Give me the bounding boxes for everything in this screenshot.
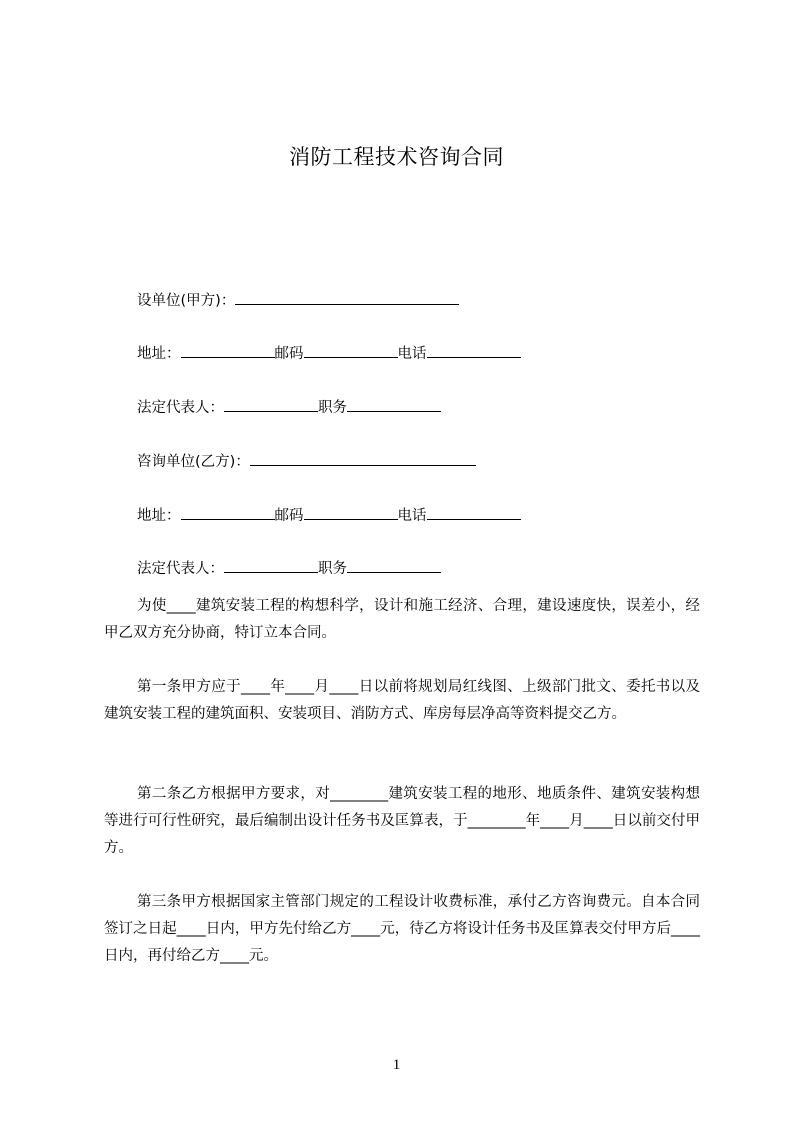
party-a-unit-blank (235, 291, 459, 305)
party-b-rep-label: 法定代表人： (137, 561, 224, 577)
party-a-contact-field (137, 344, 521, 364)
party-a-position-label: 职务 (318, 400, 347, 416)
party-b-postcode-label: 邮码 (274, 508, 304, 524)
party-b-phone-blank (427, 506, 521, 520)
party-b-postcode-blank (304, 506, 398, 520)
party-a-address-blank (181, 344, 275, 358)
party-a-position-blank (347, 398, 441, 412)
party-a-unit-field (137, 291, 459, 311)
document-title: 消防工程技术咨询合同 (289, 145, 504, 169)
party-b-position-label: 职务 (318, 561, 347, 577)
party-b-phone-label: 电话 (397, 508, 427, 524)
article-1-paragraph: 第一条甲方应于____年____月____日以前将规划局红线图、上级部门批文、委托书以及建筑安装工程的建筑面积、安装项目、消防方式、库房每层净高等资料提交乙方。 (104, 679, 700, 722)
party-b-unit-field (137, 452, 476, 472)
party-a-rep-label: 法定代表人： (137, 400, 224, 416)
party-b-address-label: 地址： (137, 508, 181, 524)
page-number: 1 (392, 1057, 401, 1073)
party-b-unit-blank (250, 452, 476, 466)
party-a-postcode-label: 邮码 (274, 346, 304, 362)
party-b-contact-field (137, 506, 521, 526)
party-a-rep-blank (224, 398, 318, 412)
preamble-paragraph: 为使____建筑安装工程的构想科学，设计和施工经济、合理，建设速度快，误差小，经甲乙双方充分协商，特订立本合同。 (104, 598, 700, 641)
party-b-unit-label: 咨询单位(乙方)： (137, 454, 250, 470)
article-3-paragraph: 第三条甲方根据国家主管部门规定的工程设计收费标准，承付乙方咨询费元。自本合同签订之日起____日内，甲方先付给乙方____元，待乙方将设计任务书及匡算表交付甲方后____日内，再付给乙方____元。 (104, 894, 700, 964)
party-b-rep-blank (224, 559, 318, 573)
party-a-address-label: 地址： (137, 346, 181, 362)
party-a-unit-label: 设单位(甲方)： (137, 293, 236, 309)
party-a-phone-label: 电话 (397, 346, 427, 362)
party-a-postcode-blank (304, 344, 398, 358)
party-b-rep-field (137, 559, 441, 579)
party-b-position-blank (347, 559, 441, 573)
party-a-rep-field (137, 398, 441, 418)
party-b-address-blank (181, 506, 275, 520)
article-2-paragraph: 第二条乙方根据甲方要求，对________建筑安装工程的地形、地质条件、建筑安装构想等进行可行性研究，最后编制出设计任务书及匡算表，于________年____月____日以前交付甲方。 (104, 786, 700, 856)
party-a-phone-blank (427, 344, 521, 358)
